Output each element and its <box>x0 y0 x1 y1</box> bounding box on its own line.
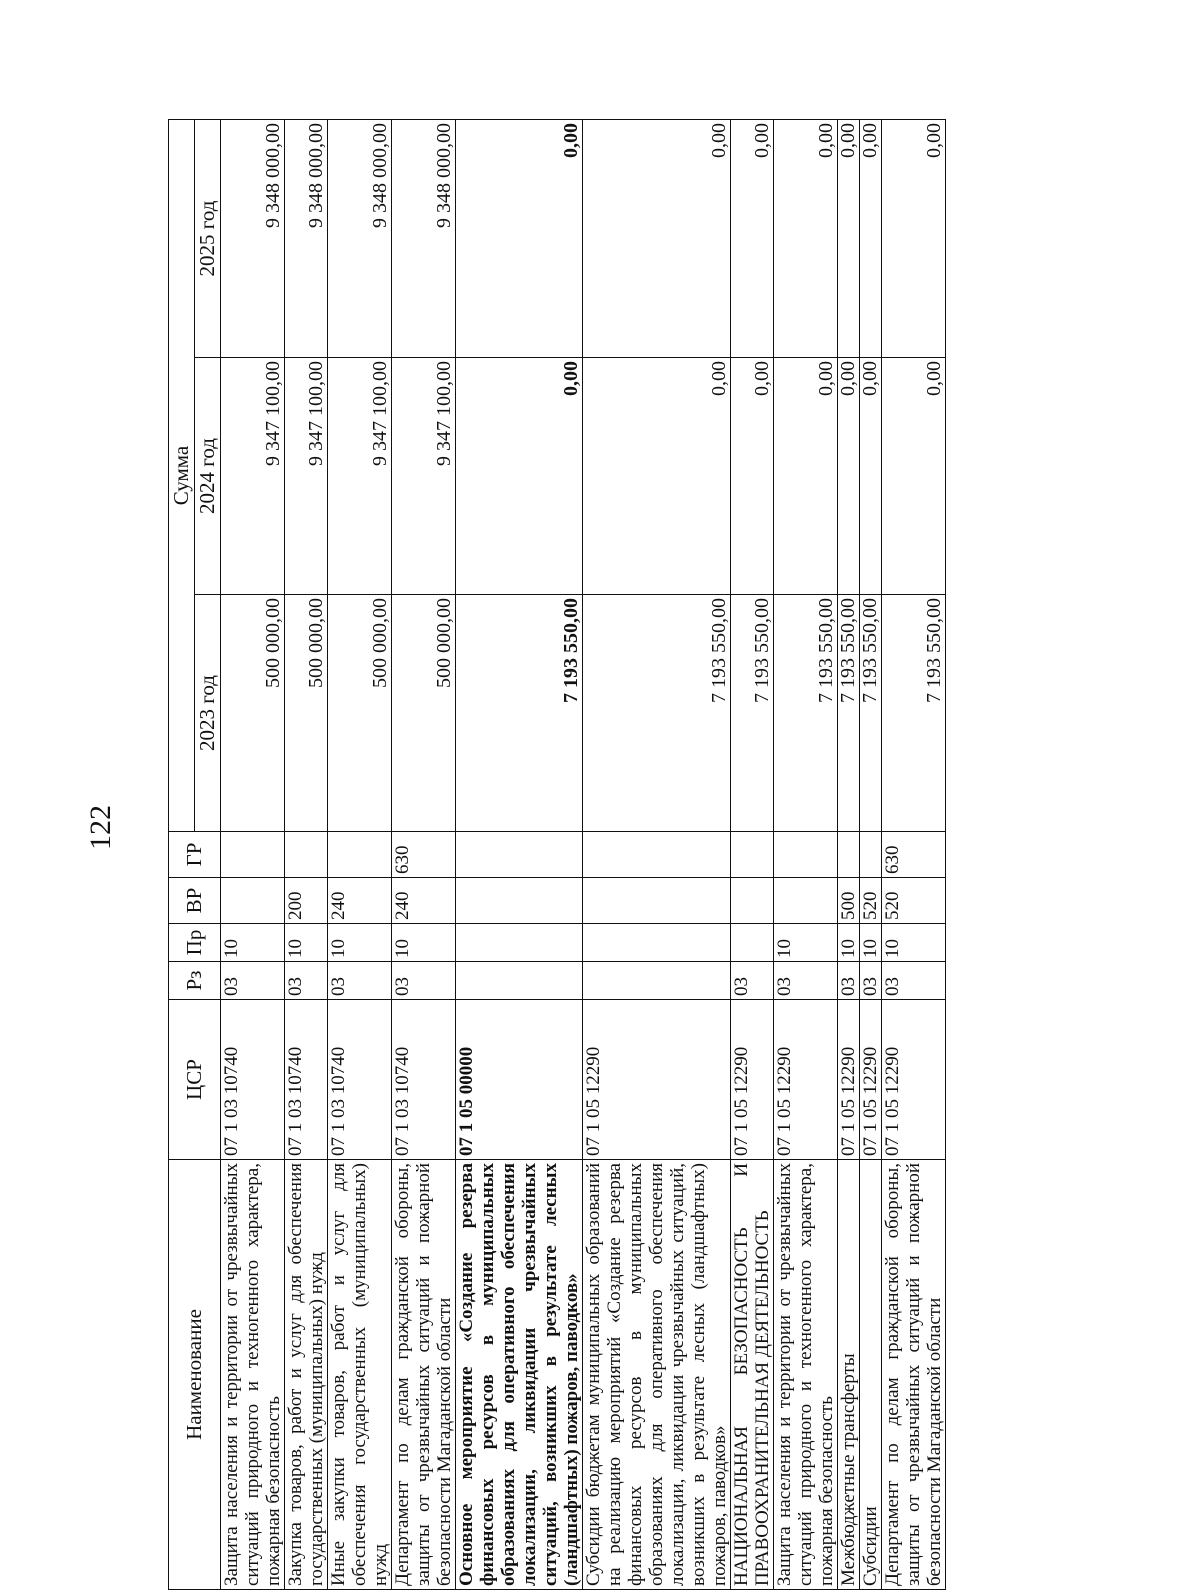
cell-gr <box>860 832 882 878</box>
rotated-page <box>168 120 1168 1590</box>
cell-csr: 07 1 03 10740 <box>221 1000 285 1160</box>
cell-rz <box>583 962 731 1000</box>
cell-name: Департамент по делам гражданской обороны, защиты от чрезвычайных ситуаций и пожарной безопасности Магаданской области <box>882 1160 946 1590</box>
cell-2024: 0,00 <box>838 358 860 595</box>
cell-gr <box>731 832 774 878</box>
table-row <box>221 120 285 1590</box>
cell-2024: 0,00 <box>583 358 731 595</box>
header-csr: ЦСР <box>169 1000 221 1160</box>
cell-name: Иные закупки товаров, работ и услуг для обеспечения государственных (муниципальных) нужд <box>328 1160 392 1590</box>
cell-2025: 0,00 <box>882 120 946 358</box>
cell-name: НАЦИОНАЛЬНАЯ БЕЗОПАСНОСТЬ И ПРАВООХРАНИТЕЛЬНАЯ ДЕЯТЕЛЬНОСТЬ <box>731 1160 774 1590</box>
cell-2025: 0,00 <box>456 120 583 358</box>
cell-gr: 630 <box>392 832 456 878</box>
cell-2025: 0,00 <box>583 120 731 358</box>
cell-2023: 500 000,00 <box>328 595 392 832</box>
cell-2023: 7 193 550,00 <box>583 595 731 832</box>
cell-name: Основное мероприятие «Создание резерва финансовых ресурсов в муниципальных образованиях для оперативного обеспечения локализации, ликвидации чрезвычайных ситуаций, возникших в результате лесных (ландшафтных) пожаров, паводков» <box>456 1160 583 1590</box>
cell-csr: 07 1 05 00000 <box>456 1000 583 1160</box>
cell-csr: 07 1 05 12290 <box>860 1000 882 1160</box>
cell-vr <box>731 878 774 924</box>
page-number: 122 <box>84 805 117 850</box>
cell-vr: 520 <box>882 878 946 924</box>
cell-2024: 0,00 <box>774 358 838 595</box>
header-sum: Сумма <box>169 120 195 832</box>
cell-2025: 9 348 000,00 <box>285 120 328 358</box>
cell-2023: 500 000,00 <box>392 595 456 832</box>
cell-2023: 7 193 550,00 <box>860 595 882 832</box>
cell-name: Защита населения и территории от чрезвычайных ситуаций природного и техногенного характера, пожарная безопасность <box>774 1160 838 1590</box>
cell-2024: 9 347 100,00 <box>221 358 285 595</box>
cell-vr <box>774 878 838 924</box>
cell-vr <box>221 878 285 924</box>
table-row <box>392 120 456 1590</box>
table-row <box>838 120 860 1590</box>
cell-2025: 0,00 <box>860 120 882 358</box>
header-2025: 2025 год <box>195 120 221 358</box>
cell-2023: 7 193 550,00 <box>731 595 774 832</box>
cell-name: Департамент по делам гражданской обороны, защиты от чрезвычайных ситуаций и пожарной безопасности Магаданской области <box>392 1160 456 1590</box>
cell-gr <box>221 832 285 878</box>
cell-name: Субсидии <box>860 1160 882 1590</box>
cell-pr <box>731 924 774 962</box>
cell-rz: 03 <box>285 962 328 1000</box>
cell-2024: 0,00 <box>860 358 882 595</box>
cell-csr: 07 1 05 12290 <box>882 1000 946 1160</box>
cell-pr: 10 <box>328 924 392 962</box>
header-2024: 2024 год <box>195 358 221 595</box>
cell-rz: 03 <box>221 962 285 1000</box>
cell-name: Защита населения и территории от чрезвычайных ситуаций природного и техногенного характера, пожарная безопасность <box>221 1160 285 1590</box>
cell-2023: 500 000,00 <box>221 595 285 832</box>
cell-pr: 10 <box>774 924 838 962</box>
cell-csr: 07 1 05 12290 <box>583 1000 731 1160</box>
cell-2025: 0,00 <box>838 120 860 358</box>
header-rz: Рз <box>169 962 221 1000</box>
cell-2025: 9 348 000,00 <box>328 120 392 358</box>
cell-2024: 0,00 <box>882 358 946 595</box>
header-name: Наименование <box>169 1160 221 1590</box>
header-vr: ВР <box>169 878 221 924</box>
cell-pr <box>583 924 731 962</box>
cell-vr <box>583 878 731 924</box>
cell-vr: 520 <box>860 878 882 924</box>
cell-rz: 03 <box>731 962 774 1000</box>
cell-name: Межбюджетные трансферты <box>838 1160 860 1590</box>
cell-csr: 07 1 03 10740 <box>285 1000 328 1160</box>
table-row <box>860 120 882 1590</box>
cell-2023: 7 193 550,00 <box>456 595 583 832</box>
cell-2023: 7 193 550,00 <box>838 595 860 832</box>
header-gr: ГР <box>169 832 221 878</box>
cell-gr <box>328 832 392 878</box>
cell-pr: 10 <box>838 924 860 962</box>
cell-vr: 200 <box>285 878 328 924</box>
cell-csr: 07 1 03 10740 <box>392 1000 456 1160</box>
cell-pr <box>456 924 583 962</box>
cell-rz: 03 <box>392 962 456 1000</box>
table-row <box>583 120 731 1590</box>
cell-pr: 10 <box>860 924 882 962</box>
cell-pr: 10 <box>392 924 456 962</box>
cell-vr: 240 <box>328 878 392 924</box>
cell-vr: 240 <box>392 878 456 924</box>
cell-2024: 9 347 100,00 <box>328 358 392 595</box>
cell-csr: 07 1 05 12290 <box>774 1000 838 1160</box>
cell-vr: 500 <box>838 878 860 924</box>
cell-csr: 07 1 03 10740 <box>328 1000 392 1160</box>
cell-2024: 9 347 100,00 <box>392 358 456 595</box>
cell-rz: 03 <box>328 962 392 1000</box>
cell-2025: 0,00 <box>731 120 774 358</box>
cell-rz: 03 <box>860 962 882 1000</box>
cell-csr: 07 1 05 12290 <box>731 1000 774 1160</box>
cell-2024: 0,00 <box>456 358 583 595</box>
cell-2023: 7 193 550,00 <box>882 595 946 832</box>
cell-pr: 10 <box>221 924 285 962</box>
cell-2024: 9 347 100,00 <box>285 358 328 595</box>
cell-gr <box>583 832 731 878</box>
table-row <box>731 120 774 1590</box>
table-row <box>328 120 392 1590</box>
budget-table <box>168 119 946 1590</box>
cell-2025: 0,00 <box>774 120 838 358</box>
table-row <box>285 120 328 1590</box>
cell-rz <box>456 962 583 1000</box>
table-row <box>456 120 583 1590</box>
cell-2023: 7 193 550,00 <box>774 595 838 832</box>
table-row <box>882 120 946 1590</box>
cell-gr <box>774 832 838 878</box>
cell-csr: 07 1 05 12290 <box>838 1000 860 1160</box>
cell-rz: 03 <box>774 962 838 1000</box>
cell-pr: 10 <box>285 924 328 962</box>
header-2023: 2023 год <box>195 595 221 832</box>
cell-pr: 10 <box>882 924 946 962</box>
cell-name: Субсидии бюджетам муниципальных образований на реализацию мероприятий «Создание резерва финансовых ресурсов в муниципальных образованиях для оперативного обеспечения локализации, ликвидации чрезвычайных ситуаций, возникших в результате лесных (ландшафтных) пожаров, паводков» <box>583 1160 731 1590</box>
table-row <box>774 120 838 1590</box>
cell-2025: 9 348 000,00 <box>221 120 285 358</box>
cell-2024: 0,00 <box>731 358 774 595</box>
cell-2025: 9 348 000,00 <box>392 120 456 358</box>
cell-rz: 03 <box>882 962 946 1000</box>
cell-name: Закупка товаров, работ и услуг для обеспечения государственных (муниципальных) нужд <box>285 1160 328 1590</box>
table-body <box>221 120 946 1590</box>
cell-2023: 500 000,00 <box>285 595 328 832</box>
cell-gr: 630 <box>882 832 946 878</box>
header-pr: Пр <box>169 924 221 962</box>
cell-vr <box>456 878 583 924</box>
cell-rz: 03 <box>838 962 860 1000</box>
cell-gr <box>456 832 583 878</box>
cell-gr <box>285 832 328 878</box>
cell-gr <box>838 832 860 878</box>
